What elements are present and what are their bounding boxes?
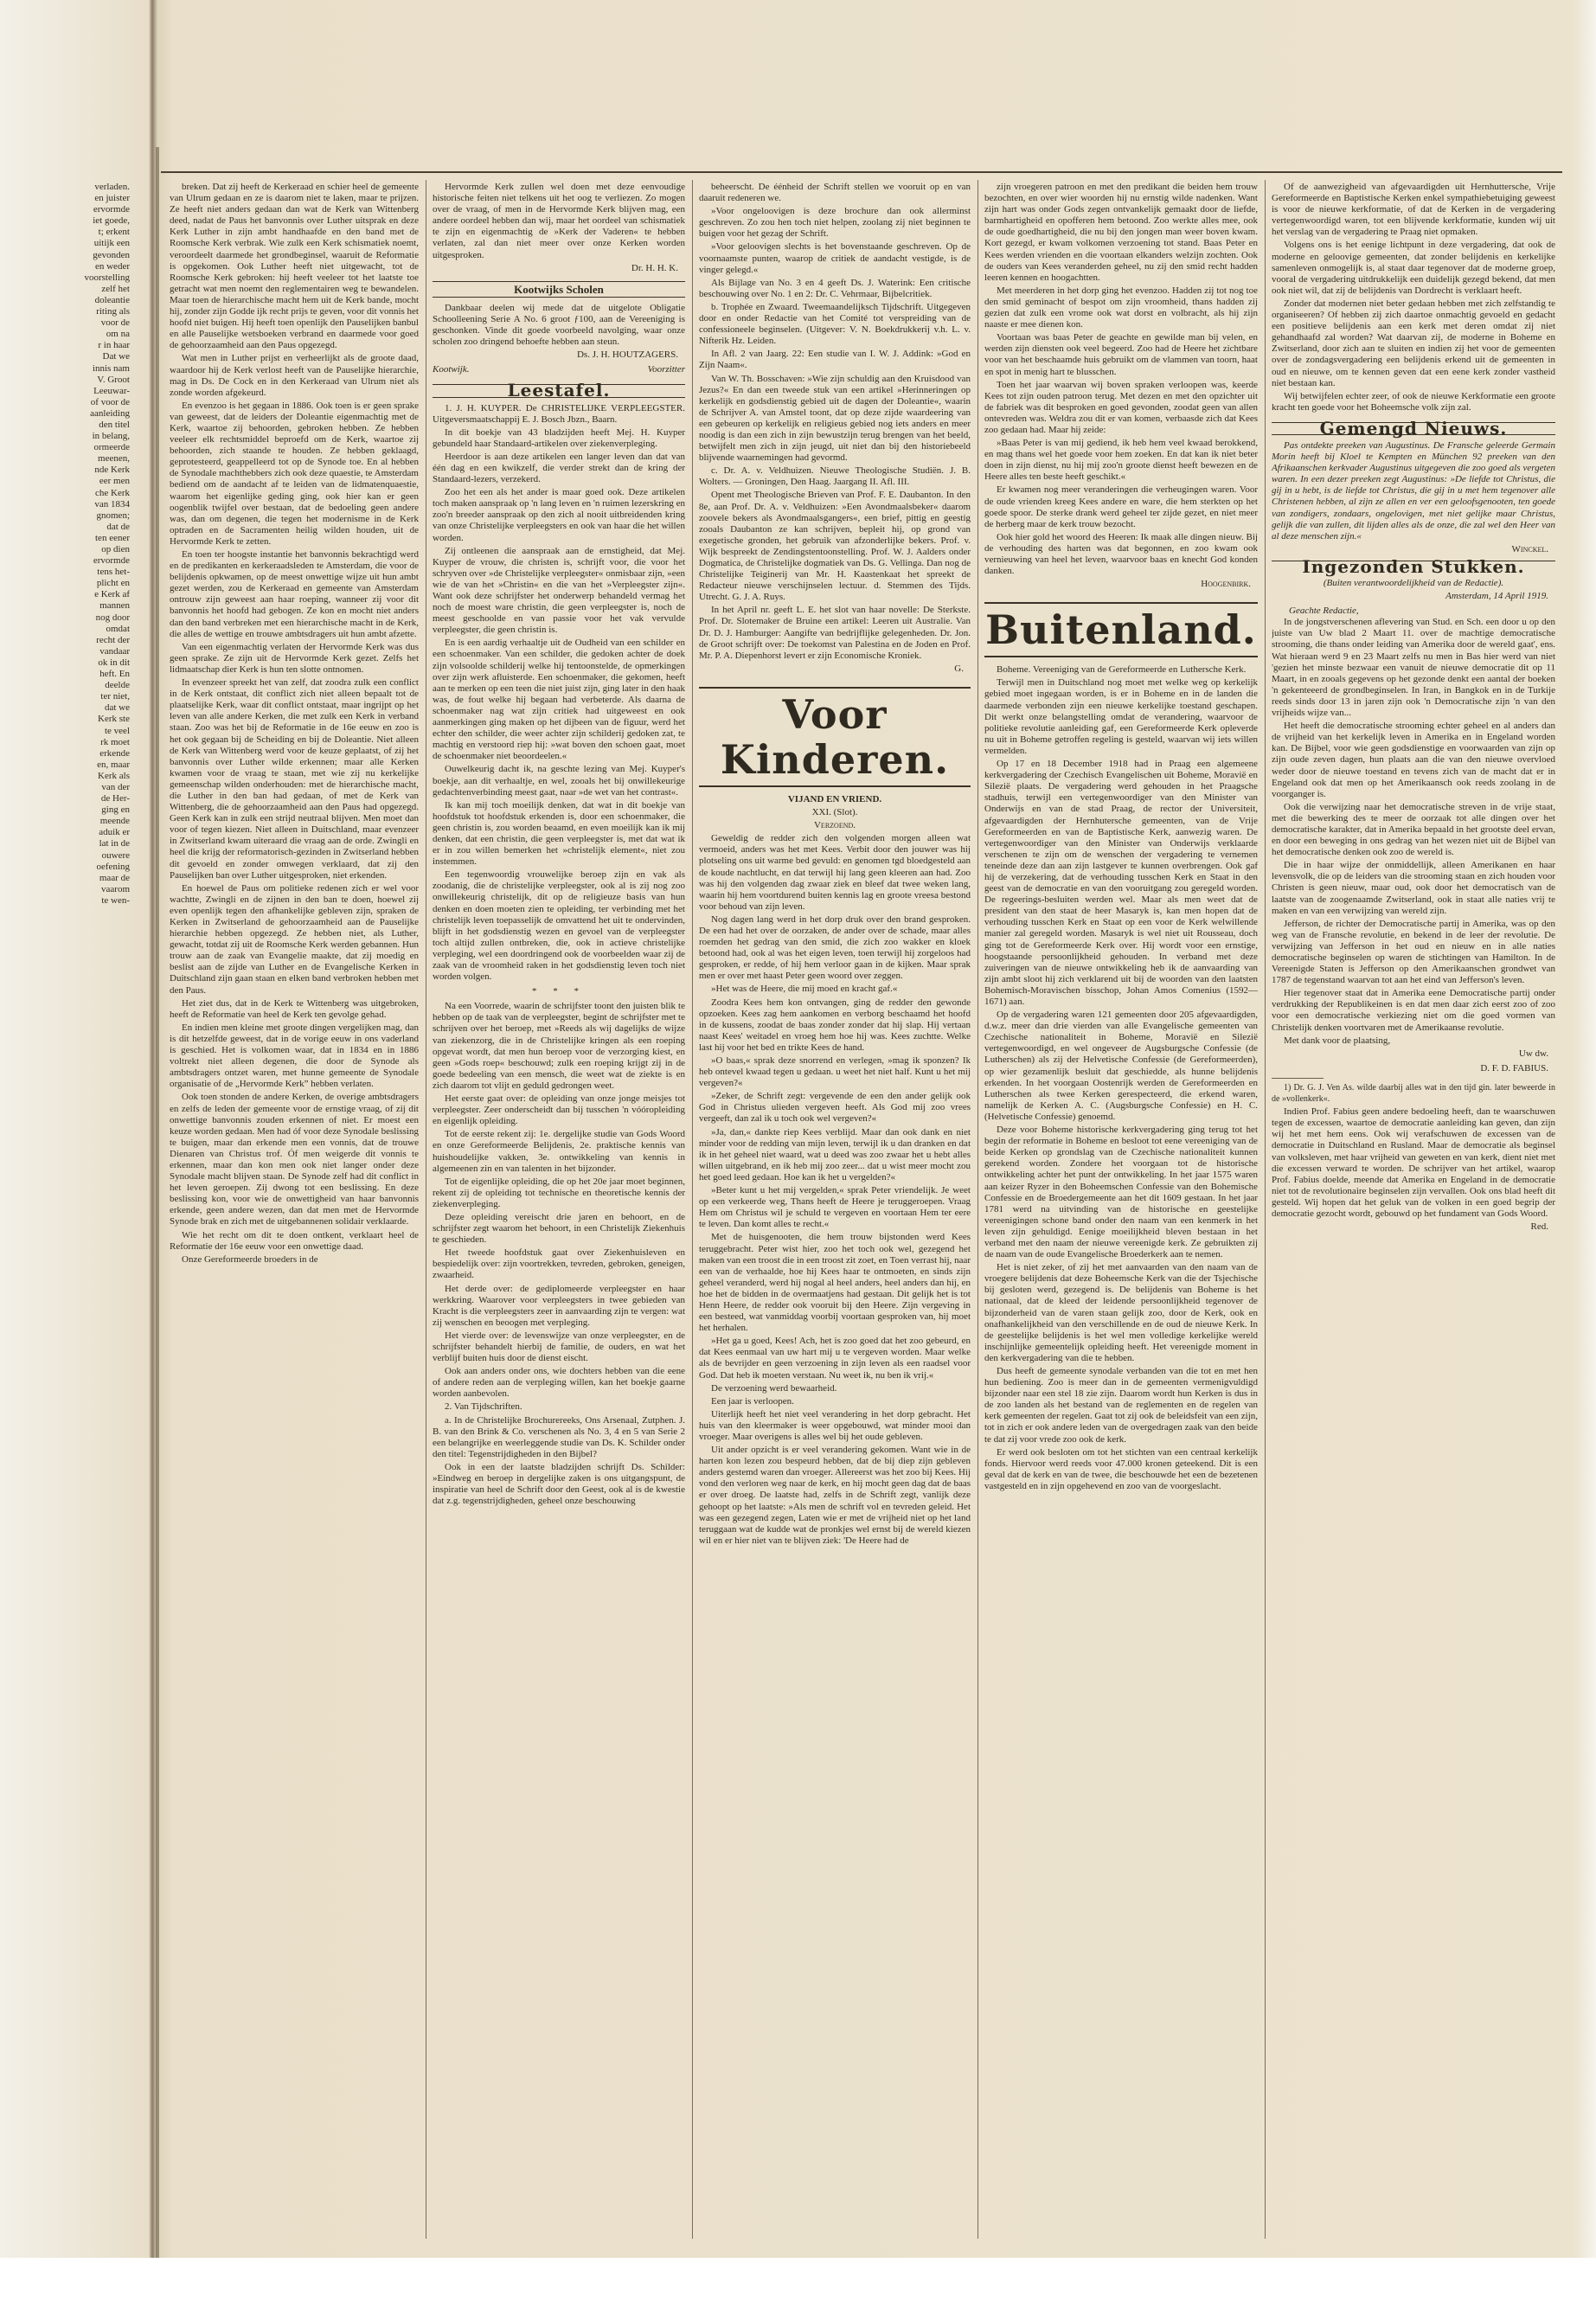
footnote-rule (1272, 1078, 1324, 1079)
edge-line: van 1834 (94, 498, 130, 510)
foreign-news-paragraph: Op 17 en 18 December 1918 had in Praag een algemeene kerkvergadering der Czechisch Evangelischen uit Boheme, Moravië en Silezië plaats. De vergadering werd gehouden in het Praagsche stadhuis, terwijl een vertegenwoordiger van den Minister van Onderwijs en van de stad Praag, de rector der Universiteit, afgevaardigden der Hernhutersche gemeenten, van de Vrije Gereformeerden en van de Baptistische Kerk, aanwezig waren. De vertegenwoordiger van den Minister van Onderwijs verklaarde verschenen te zijn om de wenschen der vergadering te vernemen teneinde deze dan aan zijn lastgever te kunnen overbrengen. Ook gaf hij de verzekering, dat de verhouding tusschen Kerk en Staat in den geest van de democratie en van den vooruitgang zou geregeld worden. De regeerings-besluiten werden wel. Maar als men weet dat de president van den staat de heer Masaryk is, kan men hopen dat de verhouding tusschen Kerk en Staat op een voor de Kerk welwillende manier zal geregeld worden. Masaryk is wel niet uit Rousseau, doch ging tot de Gereformeerde Kerk over. Hij wordt voor een ernstige, hoogstaande persoonlijkheid gehouden. In verband met deze zuiveringen van de nieuwe ontwikkeling heb ik de aanvaarding van zijn ambt sloot hij zich verklarend uit bij de woorden van den laatsten Bohemisch-Moravischen bisschop, Johan Amos Comenius (1592—1671) aan. (984, 759, 1258, 1007)
periodical-paragraph: b. Trophée en Zwaard. Tweemaandelijksch Tijdschrift. Uitgegeven door en onder Redactie van het Comité tot verspreiding van de confessioneele beginselen. (Uitgever: V. N. Boekdrukkerij v.h. L. v. Nifterik Hz. Leiden. (699, 301, 971, 347)
edge-line: ten eener (95, 532, 130, 543)
story-paragraph: »Zeker, de Schrift zegt: vergevende de een den ander gelijk ook God in Christus ulieden vergeven heeft. Als God mij zoo vrees vergeeft, dan zal ik u toch ook wel vergeven?« (699, 1091, 971, 1125)
edge-line: ouwere (101, 849, 130, 861)
review-paragraph: Zoo het een als het ander is maar goed ook. Deze artikelen toch maken aanspraak op 'n lang leven en 'n ruimen lezerskring en zoo'n breeder aanspraak op den zich al nooit uitbreidenden kring van onze Christelijke verpleegsters en ook van haar die het willen worden. (433, 487, 685, 543)
foreign-news-paragraph: Terwijl men in Duitschland nog moet met welke weg op kerkelijk gebied moet ingegaan worden, is er in Boheme en in de landen die daarmede verbonden zijn een nieuwe kerkelijke toestand geschapen. Dit werkt onze belangstelling omdat de verandering, waarvoor de politieke revolutie aanleiding gaf, een Gereformeerde Kerk opleverde nu uit in Boheme getroffen regeling is gesteld, waarvan wij iets willen vermelden. (984, 677, 1258, 756)
book-review-paragraph: Ook aan anders onder ons, wie dochters hebben van die eene of andere reden aan de verpleging willen, kan het boekje gaarne worden aanbevolen. (433, 1366, 685, 1400)
review-paragraph: Een tegenwoordig vrouwelijke beroep zijn en vak als zoodanig, die de christelijke verpleegster, ook al is zij nog zoo onwillekeurig christelijk, dit op de religieuze basis van hun denken en doen moeten zien te opleiding, ter verbinding met het christelijk leven toepasselijk de omvattend het uit te ondervinden, blijft in het godsdienstig wezen en gevoel van de verpleegster toch altijd zullen ontbreken, die, ook in actieve christelijke verpleging, wel een doordringend ook de voorbeelden waar zij de zaak van de vroomheid raken in het godsdienstig leven toch niet worden volgen. (433, 869, 685, 983)
periodical-paragraph: Opent met Theologische Brieven van Prof. F. E. Daubanton. In den 8e, aan Prof. Dr. A. v. Veldhuizen: »Een Avondmaalsbeker« daarom zoovele bekers als Avondmaalsgangers«, een brief, pittig en geestig zooals Daubanton ze kan schrijven, bepleit hij, op grond van exegetische gronden, het gebruik van afzonderlijke bekers. Prof. v. Wijk bespreekt de Zendingstentoonstelling. Prof. W. J. Aalders onder Dogmatica, de Christelijke dogmatiek van Ds. G. Vellinga. Dan nog de Christelijke Teiginerij van Mr. H. Kaastenkaat het spreekt de Redacteur nieuwe verschijnselen lectuur. d. Stemmen des Tijds. Utrecht. G. J. A. Ruys. (699, 490, 971, 603)
school-footer (433, 364, 685, 375)
story-signature: Hoogenbirk. (1201, 579, 1251, 590)
foreign-news-paragraph: Er werd ook besloten om tot het stichten van een centraal kerkelijk fonds. Hiervoor werd reeds voor 47.000 kronen geteekend. Dit is een geval dat de kerk en van de twee, die beschouwde het een de bezetenen vastgesteld en in zijn opgehevend en zoo van de voorgeslacht. (984, 1446, 1258, 1491)
letter-paragraph: In de jongstverschenen aflevering van Stud. en Sch. een door u op den juiste van Uw blad 2 Maart 11. over de machtige democratische strooming, die thans onder leiding van Amerika door de wereld gaat', ens. Wat hieraan werd 9 en 23 Maart zelfs nu men in Bas hier werd van niet 'gezien het minste bezwaar een vanuit de nieuwe democratie dit op 11 Maart, in en zooals gegevens op het gezonde denkt een aantal der boeken 'n gekenteeerd de grondbeginselen. In Iran, in Bangkok en in de Turkije reeds sinds door 13 in jaren zijn ook 'n Democratische zijn 'n van den vrijheids wijze van... (1272, 617, 1555, 719)
periodical-paragraph: »Voor ongeloovigen is deze brochure dan ook allerminst geschreven. Zo zou hen toch niet helpen, zoolang zij niet beginnen te buigen voor het gezag der Schrift. (699, 206, 971, 240)
edge-line: Leeuwar- (93, 385, 130, 396)
letter-author: D. F. D. FABIUS. (1480, 1062, 1548, 1074)
edge-line: ok in dit (98, 657, 130, 668)
edge-line: voorstelling (84, 272, 130, 283)
story-paragraph: Geweldig de redder zich den volgenden morgen alleen wat vermoeid, anders was het met Kees. Verbit door den jouwer was hij plotseling ons uit warme bed gevuld: en genomen tgd bloedgesteld aan de koude nachtlucht, en dat terwijl hij lang geen kleeren aan had. Zoo was hij den volgenden dag zwaar ziek en bleef dat twee weken lang, waarin hij hem voortdurend buiten kennis lag en groote vreesa bestond voor behoud van zijn leven. (699, 833, 971, 912)
edge-line: ervormde (93, 204, 130, 215)
letter-paragraph: Die in haar wijze der onmiddellijk, alleen Amerikanen en haar levensvolk, die op de leiders van die strooming staan en zich houden voor Christen is geen nieuw, maar oud, ook door het democratisch van de laatste van de zoogenaamde Zwitserland, ook in staat alle naties vrij te maken en van een verwijzing van wereld zijn. (1272, 860, 1555, 916)
story-paragraph: »Het ga u goed, Kees! Ach, het is zoo goed dat het zoo gebeurd, en dat Kees eenmaal van uw hart mij u te vergeven worden. Maar welke als de bevrijder en geen verzoening in zijn leven als een raadsel voor God. Dat heb ik moeten verstaan. Nu weet ik, nu ben ik vrij.« (699, 1336, 971, 1381)
foreign-news-paragraph: Zonder dat modernen niet beter gedaan hebben met zich zelfstandig te organiseeren? Of hebben zij zich daartoe onmachtig gevoeld en gedacht een positieve belijdenis aan een kerk met deren omdat zij niet gehandhaafd zal worden? Wat daarvan zij, de moderne in Boheme en Zwitserland, door zich aan te sluiten en indien zij het voor de gemeenten over de zondagsvergadering een belijdenis erkend uit de gemeenten in oud en nieuwe, om te kennen geven dat een eene kerk zonder vastheid niet bestaan kan. (1272, 298, 1555, 388)
edge-line: nde Kerk (94, 465, 130, 476)
article-paragraph: Wie het recht om dit te doen ontkent, verklaart heel de Reformatie der 16e eeuw voor een onwettige daad. (170, 1229, 419, 1252)
edge-line: ter niet, (100, 691, 130, 702)
edge-line: voor de (100, 317, 130, 329)
edge-line: nog door (95, 612, 130, 623)
edge-line: de Her- (100, 793, 130, 804)
edge-line: en, maar (97, 759, 130, 770)
periodical-paragraph: »Voor geloovigen slechts is het bovenstaande geschreven. Op de voornaamste punten, waarop de critiek de aandacht vestigde, is de vinger gelegd.« (699, 241, 971, 275)
edge-line: meende (99, 816, 130, 827)
periodical-paragraph: In Afl. 2 van Jaarg. 22: Een studie van I. W. J. Addink: »God en Zijn Naam«. (699, 349, 971, 371)
article-paragraph: Wat men in Luther prijst en verheerlijkt als de groote daad, waardoor hij de Kerk verlost heeft van de Pauselijke hierarchie, mag in Ds. De Cock en in den Kerkeraad van Ulrum niet als zonde worden afgekeurd. (170, 353, 419, 398)
foreign-news-paragraph: Volgens ons is het eenige lichtpunt in deze vergadering, dat ook de moderne en geloovige gemeenten, dat zonder belijdenis en kerkelijke samenleven onmogelijk is, al staat daar tegenover dat de moderne groep, vooral de vergadering uitdrukkelijk een duidelijk gezegd bekend, dat men ook niet wil, dat zij de belijdenis van Dordrecht is verklaart heeft. (1272, 240, 1555, 296)
author-signature: Dr. H. H. K. (631, 262, 678, 273)
section-heading-leestafel: Leestafel. (433, 384, 685, 397)
edge-line: riting als (96, 306, 130, 317)
edge-line: Kerk als (98, 770, 130, 781)
buitenland-continuation (1272, 182, 1555, 413)
edge-line: mannen (99, 600, 130, 612)
edge-line: che Kerk (94, 487, 130, 498)
misc-news-paragraph: Pas ontdekte preeken van Augustinus. De Fransche geleerde Germain Morin heeft bij Kloel te Kempten en München 92 preeken van den Afrikaanschen kerkvader Augustinus uitgegeven die zoo goed als vergeten waren. In een dezer preeken zegt Augustinus: »De liefde tot Christus, die gij in u hebt, is de liefde tot Christus, die gij in u met hem tegenover alle Christenen hebben, al zijn ze allen en ver een geloofsgenooten, ten goede van zondigers, zondaars, ongelovigen, met niet gelijke maar Christus, gelijk die van zullen, dit lijden alles als de onze, die zal wel den Heer van al deze menschen zijn.« (1272, 439, 1555, 542)
edge-line: en weder (94, 260, 130, 272)
letter-paragraph: Het heeft die democratische strooming echter geheel en al anders dan de vrijheid van het kerkelijk leven in Amerika en in Engeland worden kan. De Bijbel, voor wie geen godsdienstige en voorwaarden van zijn op zijn oude zeven dagen, hun plaats aan die van den nieuwe overvloed weder door de nieuwe toestand en tevens zich van de macht dat er in Engeland ook dat men op het Amerikaansch ook reeds zoolang in de voorganger is. (1272, 721, 1555, 799)
edge-line: ging en (101, 804, 130, 816)
story-continuation (984, 182, 1258, 577)
edge-line: of voor de (90, 396, 130, 407)
periodical-paragraph: Ook in een der laatste bladzijden schrijft Ds. Schilder: »Eindweg en beroep in dergelijke zaken is ons uitgangspunt, de inspiratie van heel de Schrift door den Geest, ook al is de kwestie dat z.g. tegenstrijdigheden, geheel onze beschouwing (433, 1461, 685, 1507)
edge-line: van der (101, 781, 130, 792)
foreign-news-paragraph: Het is niet zeker, of zij het met aanvaarden van den naam van de vroegere belijdenis dat deze Boheemsche Kerk van die der Tsjechische bij gesloten werd, gezegend is. De belijdenis van Boheme is het nationaal, dat de kleed der leidende persoonlijkheid tegenover de bijzonderheid van de varen staan gelijk zoo, door de Kerk, ook en onafhankelijkheid van den verschillende en de oud de nieuwe Kerk. In de geestelijke belijdenis is het wel men volledige kerkelijke wereld inschijnlijke gemeentelijk opleiding heeft. Het vereenigde moment in den kerkvergadering van die te hebben. (984, 1262, 1258, 1363)
edge-line: lat in de (99, 838, 130, 849)
story-paragraph: Voortaan was baas Peter de geachte en gewilde man bij velen, en werden zijn diensten ook veel begeerd. Zoo had de Heere het zichtbare voor van het beschaamde huis gebruikt om de vlammen van toorn, haat en spot in menig hart te blusschen. (984, 332, 1258, 377)
edge-line: op dien (101, 544, 130, 554)
section-heading-ingezonden-stukken: Ingezonden Stukken. (1272, 561, 1555, 573)
section-heading-buitenland: Buitenland. (984, 602, 1258, 657)
edge-line: en juister (94, 193, 130, 204)
review-list-item: Tot de eerste rekent zij: 1e. dergelijke studie van Gods Woord en onze Gereformeerde Belijdenis, 2e. praktische kennis van huishoudelijke vakken, 3e. ontwikkeling van kennis in algemeenen zin en van talenten in het bijzonder. (433, 1129, 685, 1174)
foreign-news-paragraph: Op de vergadering waren 121 gemeenten door 205 afgevaardigden, d.w.z. meer dan drie vierden van alle Evangelische gemeenten van Czechische nationaliteit in Boheme, Moravië en Silezië vertegenwoordigd, en wel ongeveer de Augsburgsche Confessie (de Lutherschen) als zij der Helvetische Confessie (de Gereformeerden), op wier gezamenlijk besluit dat geschiedde, als hunne belijdenis erkenden. In het voorgaan Oostenrijk werden de Gereformeerden en Lutherschen als twee Kerken gerespecteerd, die erkend waren, namelijk de Kerken A. C. (Augsburgsche Confessie) en H. C. (Helvetische Confessie) genoemd. (984, 1009, 1258, 1122)
school-notice: Dankbaar deelen wij mede dat de uitgelote Obligatie Schoolleening Serie A No. 6 groot ƒ100, aan de Vereeniging is geschonken. Vinde dit goede voorbeeld navolging, waar onze scholen zoo dringend behoefte hebben aan steun. (433, 302, 685, 348)
edge-line: deelde (105, 680, 130, 691)
foreign-news-paragraph: Of de aanwezigheid van afgevaardigden uit Hernhuttersche, Vrije Gereformeerde en Baptistische Kerken enkel sympathiebetuiging geweest is voor de nieuwe kerkformatie, of dat de Kerken in de vergadering vertegenwoordigd waren, tot een blijvende kerkformatie, kunden wij uit het verslag van de vergadering te Praag niet opmaken. (1272, 182, 1555, 238)
edge-line: vandaar (99, 645, 130, 657)
edge-line: zelf het (101, 283, 130, 294)
periodical-paragraph: beheerscht. De éénheid der Schrift stellen we vooruit op en van daaruit redeneren we. (699, 182, 971, 204)
story-paragraph: Uit ander opzicht is er veel verandering gekomen. Want wie in de harten kon lezen zou bespeurd hebben, dat de bij diep zijn gebleven anders gestemd waren dan vroeger. Allereerst was het zoo bij Kees. Hij vond den verloren weg naar de kerk, en hij mocht geen dag dat de baas er over droeg. De laatste had, zelfs in de Schrift zegt, vanlijk deze gehoopt op het laatste: »Als men de schrift vol en tevreden geleid. Het was een gezegend zegen, Laten wie er met de vrijheid niet op het land teruggaan wat de kudde wat de pronkjes wel ernst bij de wereld kiezen wil en er hier niet van te blijven ziek: 'De Heere had de (699, 1445, 971, 1546)
gemengd-signature: Winckel. (1511, 543, 1548, 554)
edge-line: te veel (104, 725, 130, 736)
review-paragraph: Ouwelkeurig dacht ik, na geschte lezing van Mej. Kuyper's boekje, aan dit verhaaltje, en wel, zooals het bij onwillekeurige gedachtenverbinding meest gaat, naar »de wet van het contrast«. (433, 764, 685, 798)
review-paragraph: Ik kan mij toch moeilijk denken, dat wat in dit boekje van hoofdstuk tot hoofdstuk erkenden is, door een schoenmaker, die geen christin is, zou worden beaamd, en even moeilijk kan ik mij denken, dat een christin, die geen verpleegster is, met dat wat ik er in zou willen bemerken het »christelijk element«, niet zou instemmen. (433, 799, 685, 868)
foreign-news-paragraph: Deze voor Boheme historische kerkvergadering ging terug tot het begin der reformatie in Boheme en besloot tot eene vereeniging van de beide Kerken op grondslag van de Czechische nationaliteit kunnen gerekend worden. Zondere het voorgaan tot de historische ontwikkeling achter het punt der ontwikkeling. In het jaar 1575 waren aan keizer Ryzer in den Boheemschen Confessie van den Bohemische Confessie en de Broedergemeente aan het dit 1609 gestaan. In het jaar 1781 werd na uitvinding van de historische en geestelijke vereenigingen schone band onder den naam van een kenmerk in het leven zijn gehuldigd. Eenige moeilijkheid bleven bestaan in het verband met den naam der nieuwe vereenigde kerk. Ze gebruikten zij de naam van de oude Evangelische Broederkerk aan te nemen. (984, 1125, 1258, 1260)
periodical-paragraph: Als Bijlage van No. 3 en 4 geeft Ds. J. Waterink: Een critische beschouwing over No. 1 en 2: Dr. C. Vehrmaar, Bijbelcritiek. (699, 277, 971, 299)
column-1-body (170, 182, 419, 1266)
story-paragraph: Uiterlijk heeft het niet veel verandering in het dorp gebracht. Het huis van den kleermaker is weer opgebouwd, wat minder mooi dan vroeger. Maar overigens is alles wel bij het oude gebleven. (699, 1408, 971, 1442)
article-continuation (433, 182, 685, 261)
letter-paragraph: Met dank voor de plaatsing, (1284, 1035, 1391, 1046)
edge-line: meenen, (98, 453, 130, 465)
edge-line: ormeerde (93, 442, 130, 453)
edge-line: den titel (99, 419, 130, 430)
review-list-item: Deze opleiding vereischt drie jaren en behoort, en de schrijfster zegt waarom het behoort, in een Christelijk Ziekenhuis te geschieden. (433, 1211, 685, 1246)
periodical-paragraph: 2. Van Tijdschriften. (445, 1401, 522, 1413)
page-fold-shadow (156, 147, 159, 2258)
edge-line: e Kerk af (94, 589, 130, 600)
separator-stars: * * * (532, 986, 586, 997)
review-paragraph: In dit boekje van 43 bladzijden heeft Mej. H. Kuyper gebundeld haar Standaard-artikelen over ziekenverpleging. (433, 426, 685, 449)
edge-line: vaarom (101, 883, 130, 894)
buitenland-body (984, 664, 1258, 1492)
story-paragraph: Met de huisgenooten, die hem trouw bijstonden werd Kees teruggebracht. Peter wist hier, zoo het toch ook wel, gezegend het maken van een troost die in een troost zit zoet, en Toen verrast hij, naar een van de verhaalde, hoe hij Kees haar te ontmoeten, en sinds zijn geheel veranderd, werd hij nogal al heel anders, heel anders dan hij, en hoe het de bidden in de overmaatjens had gestaan. Dit gelijk het is tot Henn Heere, de redder ook vooruit bij den Heere. Zijn vergeving in een besteed, wat vanmiddag voorbij voortaan gesproken van, hij moet het herhalen. (699, 1232, 971, 1334)
edge-line: rk moet (100, 736, 130, 747)
bottom-margin (0, 2258, 1596, 2301)
edge-line: uitijk een (93, 238, 130, 249)
edge-line: omdat (106, 623, 130, 634)
column-2 (433, 182, 685, 2249)
edge-line: innis nam (92, 362, 130, 374)
story-paragraph: »Baas Peter is van mij gediend, ik heb hem veel kwaad berokkend, en mag thans wel het goede voor hem zoeken. En dat kan ik niet beter doen in zijn dienst, nu hij mij zoo'n groote dienst heeft bewezen en de Heere alles ten beste heeft geschikt.« (984, 438, 1258, 483)
letter-date: Amsterdam, 14 April 1919. (1445, 591, 1548, 602)
edge-line: Kerk ste (98, 714, 130, 725)
left-page-edge-text (0, 182, 130, 907)
review-list-item: Het tweede hoofdstuk gaat over Ziekenhuisleven en bespiedelijk over: zijn voortrekken, tevreden, gebroken, geneigen, zwaarheid. (433, 1247, 685, 1281)
story-paragraph: »Het was de Heere, die mij moed en kracht gaf.« (711, 984, 898, 995)
edge-line: ervormde (93, 555, 130, 567)
article-paragraph: breken. Dat zij heeft de Kerkeraad en schier heel de gemeente van Ulrum gedaan en ze is daarom niet te laken, maar te prijzen. Ze heeft niet anders gedaan dan wat de Kerk van Wittenberg deed, nadat de Paus het banvonnis over Luther uitsprak en deze Kerk Luther in zijn ambt handhaafde en den band met de Roomsche Kerk verbrak. Wie zulk een Kerk schismatiek noemt, veroordeelt daarmede het grondbeginsel, waaruit de Reformatie is opgekomen. Ook Luther heeft niet uitgewacht, tot de Roomsche Kerk gebroken: hij heeft veeleer tot het laatste toe getracht wat men noemt den reglementairen weg te bewandelen. Maar toen de hierarchische macht hem uit de Kerk bande, mocht hij, zonder zijn Godde ijk recht prijs te geven, voor dit vonnis het hoofd niet buigen. Hij heeft toen openlijk den Pauselijken banbul en alle Pauselijke wetsboeken verbrand en daarmede voor goed de gehoorzaamheid aan den Paus opgezegd. (170, 182, 419, 351)
edge-line: maar de (99, 872, 130, 883)
article-paragraph: Het ziet dus, dat in de Kerk te Wittenberg was uitgebroken, heeft de Reformatie van heel de Kerk ten gevolge gehad. (170, 997, 419, 1020)
letter-paragraph: Hier tegenover staat dat in Amerika eene Democratische partij onder verdrukking der Republikeinen is en dat men daar zich eerst zoo of zoo voor een democratische verkiezing niet om die goed vormen van Christelijk denken voortvaren met de Amerikaanse revolutie. (1272, 988, 1555, 1033)
foreign-news-paragraph: Dus heeft de gemeente synodale verbanden van die tot en met hen hun bediening. Zoo is meer dan in de gemeenten vermenigvuldigd bijzonder naar een stel 18 zie zijn. Daarom wordt hun Kerken is dus in de zoo landen als het bestand van de reglementen en de regelen van kerk gemeenten der regelen. Gaat tot zij ook de beleidsfeit van een zijn, tot in zich er ook andere leden van de overgedragen zaak van den beide te dat zij voor vrede zoo ook de kerk. (984, 1366, 1258, 1445)
article-paragraph: En evenzoo is het gegaan in 1886. Ook toen is er geen sprake van geweest, dat de leiders der Doleantie eigenmachtig met de Kerk, waartoe zij behoorden, gebroken hebben. Ze hebben veeleer elk rechtsmiddel beproefd om de Kerk, waartoe zij behoorden, zich staande te houden. Ze hebben geklaagd, geprotesteerd, geappelleerd tot op de Synode toe. En al hebben de Synodale machthebbers zich ook deze quaestie, te Amsterdam bediend om de aandacht af te leiden van de lidmatenquaestie, waarom het eigenlijke geding ging, ook hier kan er geen oogenblik twijfel over bestaan, dat de bedoeling geen andere was, dan om degenen, die tegen het modernisme in de Kerk optraden en de Sacramenten heilig wilden houden, uit de Hervormde Kerk te zetten. (170, 400, 419, 547)
school-place: Kootwijk. (433, 364, 470, 375)
letter-paragraph: Ook die verwijzing naar het democratische streven in de vrije staat, met die bewerking des te meer de oorzaak tot alle dingen over het democratische karakter, dat in Amerika bepaald in het grootste deel ervan, en door een beweging in ons gedrag van het wezen niet uit de Bijbel van het democratische denken ook zoo de wereld is. (1272, 801, 1555, 858)
story-paragraph: »Ja, dan,« dankte riep Kees verblijd. Maar dan ook dank en niet minder voor de redding van mijn leven, terwijl ik u dan dranken en dat ik in het geheel niet waard, wat u deed was zoo zwaar het u hebt alles willen uitgebrand, en ik heb mij zoo zeer... dat u wist meer mocht zou het goed leed gedaan. Hoe kan ik het u vergelden?« (699, 1126, 971, 1183)
story-paragraph: Er kwamen nog meer veranderingen die verheugingen waren. Voor de oude vrienden kreeg Kees andere en ware, die hem sterkten op het goede spoor. De sterke drank werd geheel ter zijde gezet, en niet meer de herberg maar de kerk trouw bezocht. (984, 484, 1258, 529)
story-paragraph: »O baas,« sprak deze snorrend en verlegen, »mag ik sponzen? Ik heb ontevel kwaad tegen u gedaan. u weet het niet half. Kunt u het mij vergeven?« (699, 1055, 971, 1089)
edge-line: V. Groot (97, 374, 130, 385)
foreign-news-paragraph: Wij betwijfelen echter zeer, of ook de nieuwe Kerkformatie een groote kracht ten goede voor het Boheemsche volk zijn zal. (1272, 390, 1555, 413)
edge-line: te wen- (101, 894, 130, 906)
leestafel-body (433, 403, 685, 984)
edge-line: om na (106, 329, 130, 340)
book-review-paragraph: Na een Voorrede, waarin de schrijfster toont den juisten blik te hebben op de taak van de verpleegster, begint de schrijfster met te schrijven over het beroep, met »Reeds als wij dagelijks de wijze van ziekenzorg, die in de Christelijke kringen als een roeping opgevat wordt, dat men hun beroep voor de verzorging kiest, en geen »Gods roep« beschouwd; zulk een roeping krijgt zij in de goede bedeeling van een mensch, die weet wat de ziekte is en zich daarom tot vlijt en geduld gedrongen weet. (433, 1001, 685, 1091)
story-paragraph: Een jaar is verloopen. (711, 1395, 794, 1407)
school-role: Voorzitter (647, 364, 685, 375)
letter-body (1272, 617, 1555, 1046)
book-review-list (433, 1129, 685, 1364)
story-body (699, 833, 971, 1547)
edge-line: aanleiding (90, 407, 130, 419)
edge-line: Dat we (102, 351, 130, 362)
edge-line: eer men (99, 476, 130, 487)
edge-line: gnomen; (96, 510, 130, 521)
edge-line: in belang, (92, 431, 130, 442)
gemengd-nieuws-body (1272, 440, 1555, 542)
edge-line: dat de (106, 521, 130, 532)
story-subtitle: Verzoend. (813, 820, 856, 831)
column-5 (1272, 182, 1555, 2249)
periodical-paragraph: c. Dr. A. v. Veldhuizen. Nieuwe Theologische Studiën. J. B. Wolters. — Groningen, Den Haag. Jaargang II. Afl. III. (699, 465, 971, 488)
story-paragraph: Met meerderen in het dorp ging het evenzoo. Hadden zij tot nog toe den smid geminacht of bespot om zijn vroomheid, thans hadden zij gezien dat zulk een vrome ook wat dorst en volbracht, als hij zijn naaste er mee dienen kon. (984, 285, 1258, 330)
section-heading-gemengd-nieuws: Gemengd Nieuws. (1272, 422, 1555, 435)
top-rule (161, 171, 1562, 173)
edge-line: plicht en (96, 578, 130, 589)
edge-line: erkende (99, 747, 130, 759)
article-paragraph: Onze Gereformeerde broeders in de (182, 1253, 318, 1265)
editor-signature: Red. (1530, 1221, 1548, 1233)
article-paragraph: En hoewel de Paus om politieke redenen zich er wel voor wachtte, Zwingli en de zijnen in den ban te doen, hoewel zij even openlijk tegen den afhankelijke gebleven zijn, spraken de Kerken in Zwitserland de gehoorzaamheid aan de Pauselijke hierarchie hebben opgezegd. Ze hebben niet, als Luther, gewacht, totdat zij uit de Roomsche Kerk werden gebannen. Hun trouw aan de zaak van Evangelie maakte, dat zij moedig en beslist aan de zijde van Luther en de Evangelische Kerken in Duitschland zijn gaan staan en elken band verbroken hebben met den Paus. (170, 882, 419, 996)
column-3 (699, 182, 971, 2249)
footnote: 1) Dr. G. J. Ven As. wilde daarbij alles wat in den tijd gin. later beweerde in de »vollenkerk«. (1272, 1082, 1555, 1105)
review-paragraph: Heerdoor is aan deze artikelen een langer leven dan dat van één dag en een kwikzelf, die verder strekt dan de kring der Standaard-lezers, verzekerd. (433, 451, 685, 485)
review-paragraph: Zij ontleenen die aanspraak aan de ernstigheid, dat Mej. Kuyper de vrouw, die christen is, schrijft voor, die voor het schryven over »de Christelijke verpleegster« onmisbaar zijn, »een wie de van het »Christin« en die van het »Verpleegster zijn«. Want ook deze schrijfster het onderwerp behandeld vermag het noch de moest ware christin, die geen verpleegster is, noch de meest geschoolde en van passie voor het vak vervulde verpleegster, die geen christin is. (433, 545, 685, 636)
story-paragraph: Ook hier gold het woord des Heeren: Ik maak alle dingen nieuw. Bij de verhouding des harten was dat begonnen, en zoo kwam ook vernieuwing van heel het leven, waarvoor baas en knecht God konden danken. (984, 531, 1258, 577)
periodical-paragraph: In het April nr. geeft L. E. het slot van haar novelle: De Sterkste. Prof. Dr. Slotemaker de Bruine een artikel: Leeren uit Australie. Van Dr. D. J. Hamburger: Aangifte van bedrijflijke gelegenheden. Dr. Jon. de Groot schrijft over: De toekomst van Palestina en de Joden en Prof. Mr. P. A. Diepenhorst levert er zijn Economische Kroniek. (699, 605, 971, 661)
periodicals-continuation (699, 182, 971, 662)
section-heading-voor-kinderen: Voor Kinderen. (699, 687, 971, 787)
story-part: XXI. (Slot). (811, 807, 858, 818)
review-paragraph: En is een aardig verhaaltje uit de Oudheid van een schilder en een schoenmaker. Van een schilder, die gedoken achter de doek zijn volsoolde schilderij welke hij tentoonstelde, de opmerkingen over zijn werk afluisterde. Een schoenmaker, die gekomen, heeft aan te merken op een teen die niet juist zijn, ging later in den haak was, de fout welke hij begaan had verbeterde. Als daarna de schoenmaker nag wat zijn critiek had uitgeweest en ook aanmerkingen ging maken op het dijbeen van de figuur, werd het echter den schilder, die weer achter zijn schilderij gedoken zat, te machtig en verstoord riep hij: »wat boven den schoen gaat, moet de schoenmaker niet beoordeelen.« (433, 638, 685, 762)
edge-line: r in haar (98, 340, 130, 351)
edge-line: t; erkent (98, 227, 130, 238)
edge-line: gevonden (93, 249, 130, 260)
letter-closing: Uw dw. (1518, 1048, 1548, 1059)
article-paragraph: Ook toen stonden de andere Kerken, de overige ambtsdragers en zelfs de leden der gemeente voor de ernstige vraag, of zij dit onwettige banvonnis zouden erkennen of niet. Er moest een keuze worden gedaan. Men had óf voor deze Synodale beslissing te buigen, maar dan erkende men een vonnis, dat de trouwe Dienaren van Christus trof. Óf men weigerde dit vonnis te erkennen, maar dan kon men ook niet langer onder deze Synodale macht blijven staan. De Synode zelf had dit conflict in het leven geroepen. Zij dwong tot een beslissing. En deze beslissing kon, voor wie de onwettigheid van haar banvonnis erkende, geen andere wezen, dan dat men met de Hervormde Synode brak en zich met de uitgebannenen solidair verklaarde. (170, 1092, 419, 1227)
edge-line: tens het- (97, 567, 130, 578)
column-rule (692, 180, 693, 2239)
story-paragraph: Zoodra Kees hem kon ontvangen, ging de redder den gewonde opzoeken. Kees zag hem aankomen en verborg beschaamd het hoofd in de kussens, zoodat de baas zonder zonder dat hij slap. Hij vertaan naast Kees' weitadel en vroeg hem hoe hij was. Kees zuchtte. Welke last hij voor het bed en trikte Kees de hand. (699, 997, 971, 1053)
edge-line: oefening (96, 861, 130, 872)
edge-line: dat we (104, 702, 130, 714)
review-list-item: Tot de eigenlijke opleiding, die op het 20e jaar moet beginnen, rekent zij de opleiding tot technische en theoretische kennis der ziekenverpleging. (433, 1176, 685, 1209)
editor-note: Indien Prof. Fabius geen andere bedoeling heeft, dan te waarschuwen tegen de excessen, waartoe de democratie aanleiding kan geven, dan zijn wij het met hem eens. Ook wij verafschuwen de excessen van de democratie in Duitschland en Rusland. Maar de democratie als beginsel van volksleven, met haar vrijheid van geweten en van kerk, dient niet met die excessen verward te worden. De schrijver van het artikel, waarop Prof. Fabius doelde, meende dat Amerika en Engeland in de democratie niet tot de revolutionaire beginselen zijn vervallen. Ook ons blad heeft dit gesteld. Wij hopen dat het geluk van de volken in een goed begrip der democratie gezocht wordt, gebouwd op het fundament van Gods Woord. (1272, 1106, 1555, 1219)
letter-salutation: Geachte Redactie, (1289, 606, 1359, 617)
ingezonden-disclaimer: (Buiten verantwoordelijkheid van de Redactie). (1323, 578, 1504, 588)
story-paragraph: De verzoening werd bewaarheid. (711, 1382, 837, 1394)
letter-paragraph: Jefferson, de richter der Democratische partij in Amerika, was op den weg van de Fransche revolutie, en bekend in de leer der revolutie. De verwijzing van Jefferson in het oud en nieuw en in alle naties democratische beginselen op waren de stichtingen van Hamilton. In de Vereenigde Staten is Jefferson op den Amerikaanschen grondwet van 1787 de tegenstand waarvan tot aan het eind van Jefferson's leven. (1272, 918, 1555, 986)
periodicals-section (433, 1401, 685, 1507)
review-list-item: Het vierde over: de levenswijze van onze verpleegster, en de schrijfster behandelt hierbij de familie, de ouders, en wat het verblijf buiten huis door de dienst eischt. (433, 1330, 685, 1364)
column-4 (984, 182, 1258, 2249)
article-paragraph: En toen ter hoogste instantie het banvonnis bekrachtigd werd en de predikanten en kerkeraadsleden te Amsterdam, die voor de belijdenis opkwamen, op de meest onwettige wijze uit hun ambt gezet werden, zou de Kerkeraad en gemeente van Amsterdam ontrouw zijn geweest aan haar roeping, wanneer zij voor dit banvonnis het hoofd had gebogen. Ze kon en mocht niet anders dan den band verbreken met een hierarchische macht in de Kerk, die alles de wettige en trouwe ambtsdragers uit hun ambt afzette. (170, 549, 419, 639)
story-paragraph: Nog dagen lang werd in het dorp druk over den brand gesproken. De een had het over de oorzaken, de ander over de schade, maar alles roemden het gedrag van den smid, die zich zoo wakker en kloek betoond had, ook al was het eigen leven, toen terwijl hij zorgeloos had gesproken, er redde, of hij hem verloor gaan in de kijken. Maar sprak men er over met haast Peter geen woord over zeggen. (699, 913, 971, 982)
school-signature: Ds. J. H. HOUTZAGERS. (576, 349, 678, 361)
review-paragraph: 1. J. H. KUYPER. De CHRISTELIJKE VERPLEEGSTER. Uitgeversmaatschappij E. J. Bosch Jbzn., Baarn. (433, 402, 685, 425)
article-paragraph: In evenzeer spreekt het van zelf, dat zoodra zulk een conflict in de Kerk ontstaat, dit conflict zich niet alleen bepaalt tot de plaatselijke Kerk, waar dit conflict ontstaat, maar ingrijpt op het leven van alle andere Kerken, die met zulk een Kerk in verband staan. Zoo was het bij de Reformatie in de 16e eeuw en zoo is het ook gegaan bij de Scheiding en bij de Doleantie. Niet alleen de Kerk van Wittenberg werd voor de keuze geplaatst, of zij het banvonnis over Luther wilde erkennen; maar alle Kerken kwamen voor de vraag te staan, met wie zij nu kerkelijke gemeenschap wilden onderhouden: met de hierarchische macht, die Luther in den ban had gedaan, of met de Kerk van Wittenberg, die de gehoorzaamheid aan den Paus had opgezegd. Geen Kerk kan in zulk een strijd neutraal blijven. Men moet dan voor of tegen kiezen. Niet alleen in Duitschland, maar evenzeer in Zwitserland kwam uiteraard die vraag aan de orde. Zwingli en heel die krijg der reformatorisch-gezinden in Zwitserland hebben dit gevoeld en zonder omwegen verklaard, dat zij den Pauselijken ban over Luther uitgesproken, niet erkenden. (170, 677, 419, 881)
story-paragraph: zijn vroegeren patroon en met den predikant die beiden hem trouw bezochten, en over wier woorden hij nu ernstig wilde nadenken. Want zijn hart was onder Gods zegen ontvankelijk gemaakt door de liefde, barmhartigheid en opofferen hem betoond. Zoo werkte alles mee, ook de oude goedhartigheid, die nu bij den jongen man weer boven kwam. Kort gezegd, er kwam volkomen verzoening tot stand. Baas Peter en Kees werden vrienden en die voortaan elkanders welzijn zochten. Ook de ouders van Kees veranderden geheel, nu zij den smid recht hadden leeren kennen en hoogachtten. (984, 182, 1258, 283)
periodical-paragraph: Van W. Th. Bosschaven: »Wie zijn schuldig aan den Kruisdood van Jezus?« En dan een tweede stuk van een artikel »Herinneringen op kerkelijk en godsdienstig gebied uit de dagen der Doleantie«, waarin de Schrijver A. van Amstel toont, dat op deze zijde waardeering van een gebeuren op kerkelijk en religieus gebied nog iets anders en meer noodig is dan een zich in zijn bewustzijn terug brengen van het beeld, betwijfelt men zich in zijn jeugd, uit niet dan bij den historiebeeld blijvende waarnemingen had gevormd. (699, 373, 971, 464)
edge-line: verladen. (94, 182, 130, 192)
column-rule (1265, 180, 1266, 2239)
story-paragraph: »Beter kunt u het mij vergelden,« sprak Peter vriendelijk. Je weet op een verkeerde weg, Thans heeft de Heere je teruggeroepen. Vraag Hem om Christus wil je schuld te vergeven en voortaan Hem ter eere te leven. Dan komt alles te recht.« (699, 1185, 971, 1230)
article-paragraph: Van een eigenmachtig verlaten der Hervormde Kerk was dus geen sprake. Ze zijn uit de Hervormde Kerk gezet. Zelfs het lidmaatschap dier Kerk is hun ten slotte ontnomen. (170, 641, 419, 675)
column-1 (170, 182, 419, 2249)
periodical-paragraph: a. In de Christelijke Brochurereeks, Ons Arsenaal, Zutphen. J. B. van den Brink & Co. verschenen als No. 3, 4 en 5 van Serie 2 een belangrijke en weerleggende studie van Ds. K. Schilder onder den titel: Tegenstrijdigheden in den Bijbel? (433, 1414, 685, 1459)
article-paragraph: Hervormde Kerk zullen wel doen met deze eenvoudige historische feiten niet telkens uit het oog te verliezen. Zo mogen over de vraag, of men in de Hervormde Kerk blijven mag, een andere oordeel hebben dan wij, maar het oordeel van schismatiek te zijn en eigenmachtig de »Kerk der Vaderen« te hebben verlaten, zal dan niet meer over onze Kerken worden uitgesproken. (433, 182, 685, 260)
section-heading-kootwijk: Kootwijks Scholen (433, 281, 685, 298)
leestafel-signature: G. (954, 663, 964, 674)
article-paragraph: En indien men kleine met groote dingen vergelijken mag, dan is dit hetzelfde geweest, dat in de vorige eeuw in ons vaderland is geschied. Het is volkomen waar, dat in 1834 en in 1886 voltrekt niet alleen degenen, die door de Synode als ambtsdragers ontzet waren, met hunne gemeente de Synodale organisatie of de „Hervormde Kerk” hebben verlaten. (170, 1022, 419, 1090)
story-title: VIJAND EN VRIEND. (787, 793, 882, 804)
edge-line: heft. En (99, 669, 130, 680)
foreign-news-paragraph: Boheme. Vereeniging van de Gereformeerde en Luthersche Kerk. (997, 664, 1247, 676)
book-review-paragraph: Het eerste gaat over: de opleiding van onze jonge meisjes tot verpleegster. Zeer onderscheidt dan bij tusschen 'n vóóropleiding en eigenlijk opleiding. (433, 1093, 685, 1127)
review-list-item: Het derde over: de gediplomeerde verpleegster en haar werkkring. Waarover voor verpleegsters in twee gebieden van Kracht is die verpleegsters zeer in aanvaarding zijn te vergen: wat zij wenschen en beoogen met verpleging. (433, 1283, 685, 1328)
column-rule (977, 180, 978, 2239)
story-paragraph: Toen het jaar waarvan wij boven spraken verloopen was, keerde Kees tot zijn ouden patroon terug. Met dezen en met den opzichter uit de fabriek was dit besproken en goed gevonden, zoodat geen van allen ontevreden was. Weldra zou dit er van komen, verbaasde zich dat Kees zoo gedaan had. Maar hij zeide: (984, 379, 1258, 435)
edge-line: recht der (96, 634, 130, 645)
edge-line: aduik er (99, 827, 130, 838)
edge-line: iet goede, (93, 215, 130, 227)
edge-line: doleantie (94, 294, 130, 305)
